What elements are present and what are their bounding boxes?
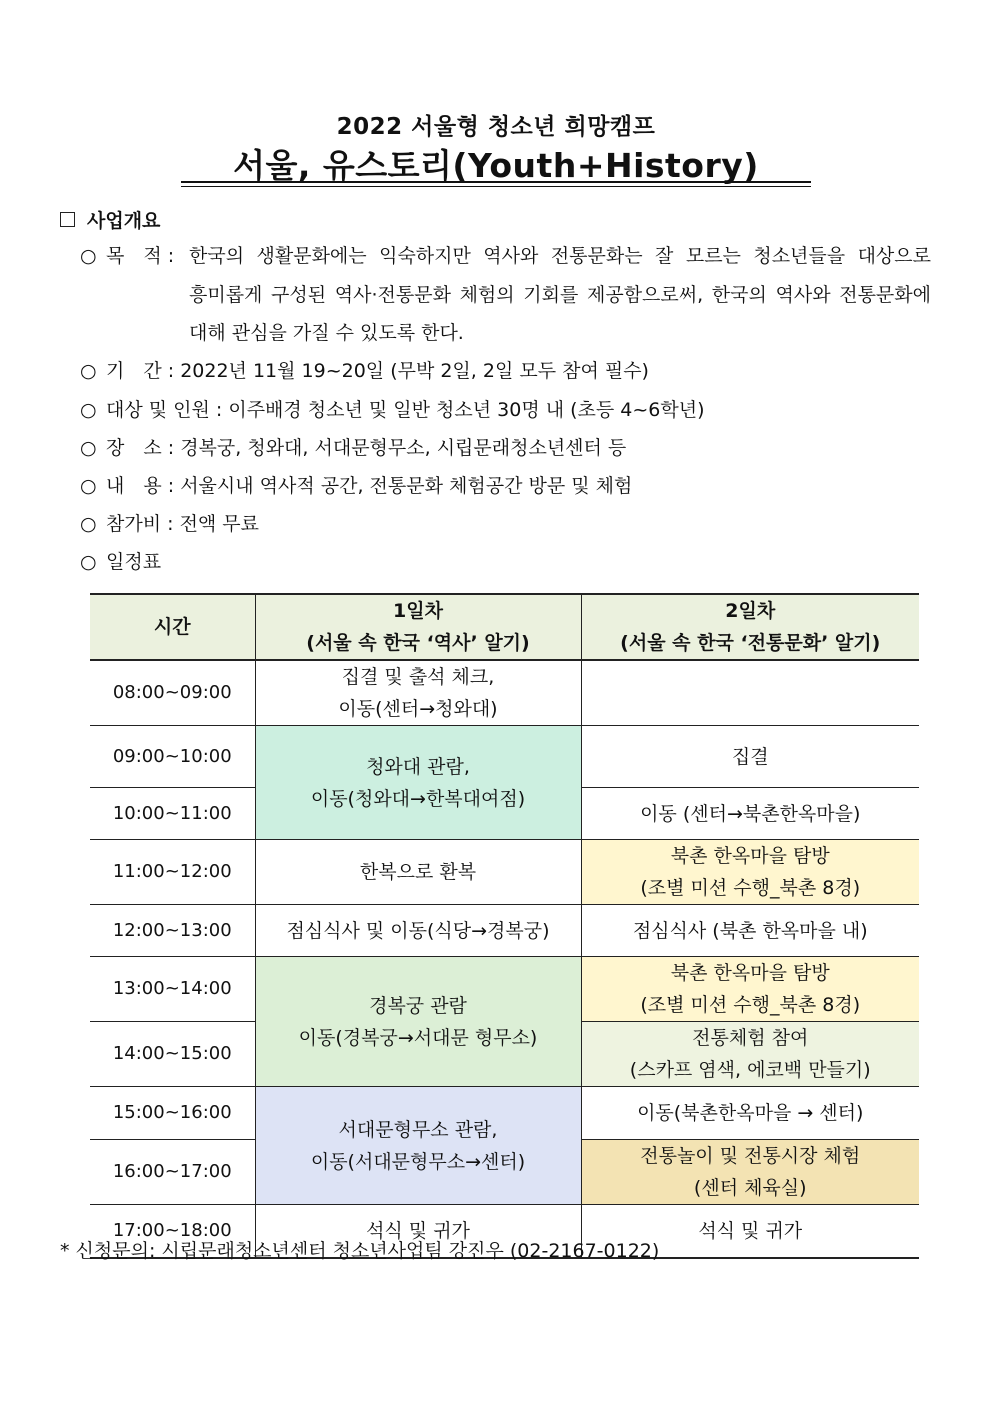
purpose-label: 목 적 : — [106, 245, 175, 267]
circle-bullet-icon: ○ — [80, 399, 97, 421]
header-day1-subtitle: (서울 속 한국 ‘역사’ 알기) — [306, 632, 530, 654]
period-value: 2022년 11월 19~20일 (무박 2일, 2일 모두 참여 필수) — [180, 360, 649, 382]
circle-bullet-icon: ○ — [80, 551, 97, 573]
day2-cell: 점심식사 (북촌 한옥마을 내) — [581, 905, 919, 957]
day2-cell — [581, 1022, 919, 1087]
cell-line: 북촌 한옥마을 탐방 — [670, 845, 830, 867]
header-time: 시간 — [90, 594, 255, 660]
header-day2-title: 2일차 — [725, 600, 776, 622]
table-row — [90, 726, 919, 788]
table-row — [90, 840, 919, 905]
header-day1-title: 1일차 — [393, 600, 443, 622]
circle-bullet-icon: ○ — [80, 475, 97, 497]
day2-cell — [581, 840, 919, 905]
header-day2 — [581, 594, 919, 660]
document-title: 서울, 유스토리(Youth+History) — [233, 146, 759, 185]
cell-line: 서대문형무소 관람, — [338, 1118, 498, 1141]
time-cell: 09:00~10:00 — [90, 726, 255, 788]
place-label: 장 소 : — [106, 437, 175, 459]
target-item — [80, 397, 705, 423]
day2-cell: 석식 및 귀가 — [581, 1205, 919, 1258]
content-item — [80, 473, 632, 499]
cell-line: 집결 및 출석 체크, — [341, 666, 495, 688]
table-header-row — [90, 594, 919, 660]
schedule-label: 일정표 — [106, 551, 162, 573]
period-label: 기 간 : — [106, 360, 175, 382]
circle-bullet-icon: ○ — [80, 245, 97, 267]
cell-line: 북촌 한옥마을 탐방 — [670, 962, 830, 984]
circle-bullet-icon: ○ — [80, 513, 97, 535]
circle-bullet-icon: ○ — [80, 437, 97, 459]
cell-line: (조별 미션 수행_북촌 8경) — [640, 994, 861, 1016]
cell-line: 이동(경복궁→서대문 형무소) — [298, 1026, 538, 1049]
day1-cell — [255, 1087, 581, 1205]
day1-cell: 석식 및 귀가 — [255, 1205, 581, 1258]
schedule-item — [80, 549, 161, 575]
content-label: 내 용 : — [106, 475, 175, 497]
cell-line: 전통체험 참여 — [692, 1027, 809, 1049]
place-value: 경복궁, 청와대, 서대문형무소, 시립문래청소년센터 등 — [180, 437, 627, 459]
time-cell: 15:00~16:00 — [90, 1087, 255, 1140]
fee-item — [80, 511, 259, 537]
time-cell: 14:00~15:00 — [90, 1022, 255, 1087]
cell-line: 전통놀이 및 전통시장 체험 — [640, 1145, 861, 1167]
header-day2-subtitle: (서울 속 한국 ‘전통문화’ 알기) — [620, 632, 881, 654]
target-label: 대상 및 인원 : — [106, 399, 223, 421]
section-heading-label: 사업개요 — [87, 210, 161, 232]
day2-cell: 이동(북촌한옥마을 → 센터) — [581, 1087, 919, 1140]
cell-line: (센터 체육실) — [693, 1177, 807, 1199]
checkbox-icon — [60, 212, 75, 227]
header-day1 — [255, 594, 581, 660]
day1-cell — [255, 957, 581, 1087]
table-row — [90, 957, 919, 1022]
time-cell: 10:00~11:00 — [90, 788, 255, 840]
contact-note: * 신청문의: 시립문래청소년센터 청소년사업팀 강진우 (02-2167-0122) — [60, 1240, 660, 1262]
table-row — [90, 1087, 919, 1140]
circle-bullet-icon: ○ — [80, 360, 97, 382]
purpose-line-1: 한국의 생활문화에는 익숙하지만 역사와 전통문화는 잘 모르는 청소년들을 대상으로 — [189, 245, 931, 267]
table-row — [90, 905, 919, 957]
cell-line: (스카프 염색, 에코백 만들기) — [629, 1059, 871, 1081]
day2-cell — [581, 660, 919, 726]
title-underline-thin — [181, 186, 811, 187]
place-item — [80, 435, 626, 461]
day1-cell: 한복으로 환복 — [255, 840, 581, 905]
table-row — [90, 660, 919, 726]
period-item — [80, 358, 649, 384]
purpose-item — [80, 243, 174, 269]
time-cell: 13:00~14:00 — [90, 957, 255, 1022]
cell-line: 경복궁 관람 — [369, 994, 467, 1017]
fee-label: 참가비 : — [106, 513, 174, 535]
day1-cell — [255, 726, 581, 840]
cell-line: 이동(센터→청와대) — [338, 698, 498, 720]
purpose-line-2: 흥미롭게 구성된 역사·전통문화 체험의 기회를 제공함으로써, 한국의 역사와 전통문화에 — [189, 284, 931, 306]
day2-cell: 집결 — [581, 726, 919, 788]
section-heading — [60, 206, 160, 233]
title-underline — [181, 181, 811, 183]
content-value: 서울시내 역사적 공간, 전통문화 체험공간 방문 및 체험 — [180, 475, 633, 497]
cell-line: 이동(청와대→한복대여점) — [310, 787, 526, 810]
cell-line: (조별 미션 수행_북촌 8경) — [640, 877, 861, 899]
day2-cell — [581, 957, 919, 1022]
fee-value: 전액 무료 — [179, 513, 260, 535]
time-cell: 17:00~18:00 — [90, 1205, 255, 1258]
day2-cell — [581, 1140, 919, 1205]
time-cell: 16:00~17:00 — [90, 1140, 255, 1205]
target-value: 이주배경 청소년 및 일반 청소년 30명 내 (초등 4~6학년) — [228, 399, 705, 421]
day1-cell: 점심식사 및 이동(식당→경복궁) — [255, 905, 581, 957]
schedule-table — [90, 593, 919, 1259]
time-cell: 08:00~09:00 — [90, 660, 255, 726]
day1-cell — [255, 660, 581, 726]
purpose-line-3: 대해 관심을 가질 수 있도록 한다. — [189, 322, 464, 344]
document-subtitle: 2022 서울형 청소년 희망캠프 — [336, 114, 656, 140]
time-cell: 12:00~13:00 — [90, 905, 255, 957]
cell-line: 청와대 관람, — [366, 755, 470, 778]
cell-line: 이동(서대문형무소→센터) — [310, 1150, 526, 1173]
time-cell: 11:00~12:00 — [90, 840, 255, 905]
day2-cell: 이동 (센터→북촌한옥마을) — [581, 788, 919, 840]
